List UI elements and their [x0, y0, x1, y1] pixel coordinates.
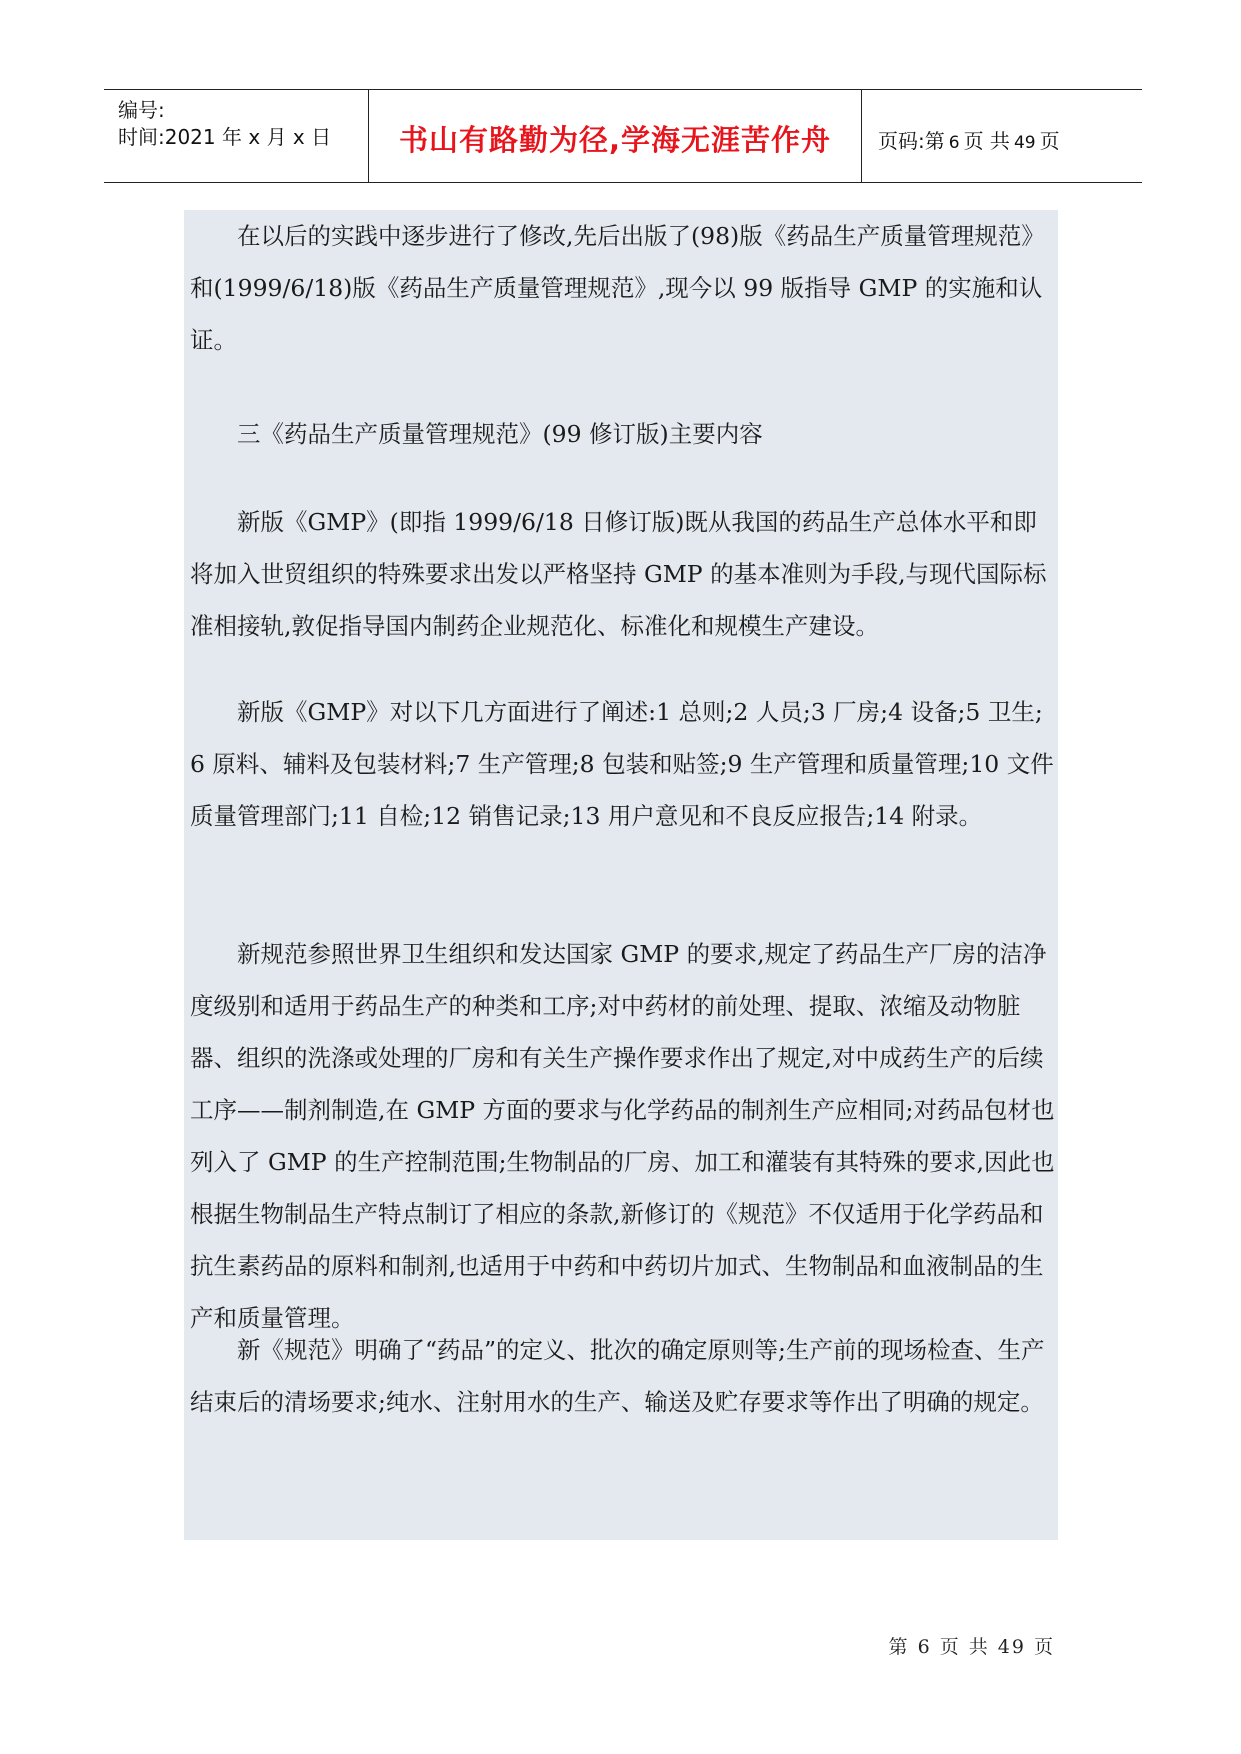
section-heading-main-contents: 三《药品生产质量管理规范》(99 修订版)主要内容: [237, 420, 763, 448]
page-prefix: 页码:第: [878, 129, 945, 153]
page-total: 49: [1013, 133, 1036, 153]
document-number-label: 编号:: [118, 98, 165, 122]
body-text-block: [184, 210, 1058, 1540]
page-middle: 页 共: [963, 129, 1010, 153]
page-suffix: 页: [1039, 129, 1060, 153]
document-date: 时间:2021 年 x 月 x 日: [118, 125, 332, 149]
paragraph-gmp-aspects: 新版《GMP》对以下几方面进行了阐述:1 总则;2 人员;3 厂房;4 设备;5 卫生;6 原料、辅料及包装材料;7 生产管理;8 包装和贴签;9 生产管理和质量管理;10 文件质量管理部门;11 自检;12 销售记录;13 用户意见和不良反应报告;14 附录。: [190, 698, 1054, 830]
header-motto: 书山有路勤为径,学海无涯苦作舟: [398, 123, 832, 157]
page-footer: 第 6 页 共 49 页: [888, 1636, 1055, 1658]
header-page-number: [878, 125, 1060, 154]
paragraph-drug-definition: 新《规范》明确了“药品”的定义、批次的确定原则等;生产前的现场检查、生产结束后的清场要求;纯水、注射用水的生产、输送及贮存要求等作出了明确的规定。: [190, 1336, 1045, 1416]
paragraph-new-regulations: 新规范参照世界卫生组织和发达国家 GMP 的要求,规定了药品生产厂房的洁净度级别和适用于药品生产的种类和工序;对中药材的前处理、提取、浓缩及动物脏器、组织的洗涤或处理的厂房和有关生产操作要求作出了规定,对中成药生产的后续工序——制剂制造,在 GMP 方面的要求与化学药品的制剂生产应相同;对药品包材也列入了 GMP 的生产控制范围;生物制品的厂房、加工和灌装有其特殊的要求,因此也根据生物制品生产特点制订了相应的条款,新修订的《规范》不仅适用于化学药品和抗生素药品的原料和制剂,也适用于中药和中药切片加式、生物制品和血液制品的生产和质量管理。: [190, 940, 1055, 1332]
header-motto-cell: [369, 90, 862, 182]
paragraph-revisions: 在以后的实践中逐步进行了修改,先后出版了(98)版《药品生产质量管理规范》和(1999/6/18)版《药品生产质量管理规范》,现今以 99 版指导 GMP 的实施和认证。: [190, 222, 1045, 354]
header-page-cell: [862, 90, 1142, 182]
page-current: 6: [948, 133, 960, 153]
page-header: [104, 89, 1142, 183]
header-meta-cell: [104, 90, 369, 182]
paragraph-new-gmp-intro: 新版《GMP》(即指 1999/6/18 日修订版)既从我国的药品生产总体水平和即将加入世贸组织的特殊要求出发以严格坚持 GMP 的基本准则为手段,与现代国际标准相接轨,敦促指导国内制药企业规范化、标准化和规模生产建设。: [190, 508, 1047, 640]
